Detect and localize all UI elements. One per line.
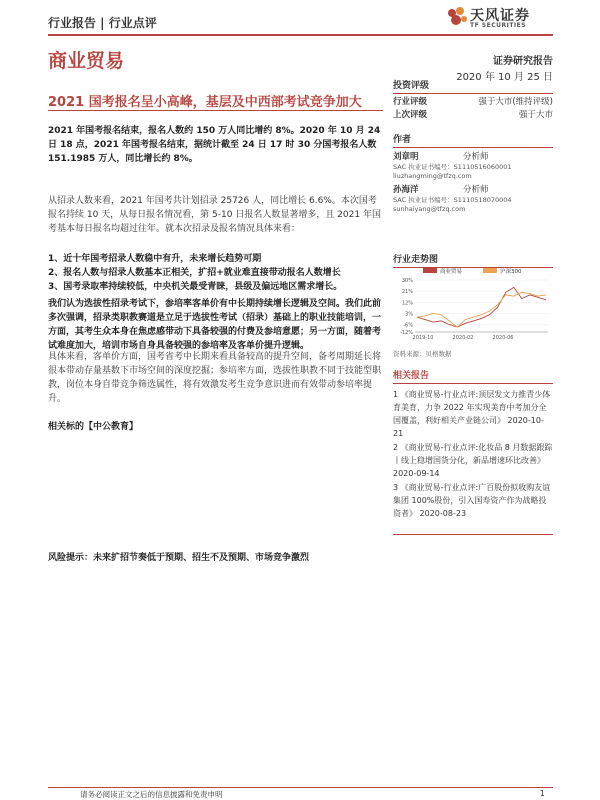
author-block: [393, 185, 553, 214]
legend-swatch: [483, 268, 497, 273]
title-divider: [48, 110, 383, 111]
y-tick-label: 3%: [405, 311, 413, 318]
chart-source: 资料来源：贝格数据: [393, 350, 452, 358]
author-name: 孙海洋: [393, 185, 419, 195]
author-email[interactable]: liuzhangming@tfzq.com: [393, 172, 472, 180]
last-rating-row: [393, 109, 553, 122]
trend-heading: 行业走势图: [393, 255, 439, 265]
y-tick-label: 12%: [401, 300, 413, 307]
view-paragraph: 我们认为选拔性招录考试下，参培率客单价有中长期持续增长逻辑及空间。我们此前多次强调，招录类职教赛道是立足于选拔性考试（招录）基础上的职业技能培训，一方面，其考生众本身在焦虑感带动下具备较强的付费及参培意愿；另一方面，随着考试难度加大，培训市场自身具备较强的参培率及客单价提升逻辑。: [48, 299, 382, 351]
legend-label: 商业贸易: [440, 269, 463, 275]
report-title: 2021 国考报名呈小高峰，基层及中西部考试竞争加大: [48, 95, 362, 110]
report-type: 证券研究报告: [493, 56, 553, 67]
last-rating-value: 强于大市: [518, 110, 553, 120]
author-section: [393, 132, 553, 214]
industry-rating-key: 行业评级: [393, 97, 428, 107]
related-report-item[interactable]: 2 《商业贸易-行业点评:化妆品 8 月数据跟踪丨线上稳增国货分化，新品增速环比改善》 2020-09-14: [393, 443, 553, 478]
related-target: 相关标的【中公教育】: [48, 422, 139, 432]
rating-divider: [393, 93, 553, 94]
key-point: 1、近十年国考招录人数稳中有升，未来增长趋势可期: [48, 254, 262, 264]
industry-name: 商业贸易: [48, 50, 125, 72]
x-tick-label: 2019-10: [412, 335, 434, 341]
legend-swatch: [423, 268, 437, 273]
y-tick-label: -6%: [403, 322, 413, 329]
author-cert: SAC 执业证书编号：S1110516060001: [393, 163, 512, 171]
author-name: 刘章明: [393, 152, 419, 162]
summary-paragraph: 2021 年国考报名结束，报名人数约 150 万人同比增约 8%。2020 年 10 月 24 日 18 点，2021 年国考报名结束，据统计截至 24 日 17 时 30 分国考报名人数 151.1985 万人，同比增长约 8%。: [48, 126, 381, 164]
legend-label: 沪深300: [500, 269, 522, 275]
y-tick-label: 30%: [401, 278, 413, 284]
related-report-item[interactable]: 3 《商业贸易-行业点评:广百股份拟收购友谊集团 100%股份，引入国寿资产作为战略投资者》 2020-08-23: [393, 483, 551, 518]
enrollment-paragraph: 从招录人数来看，2021 年国考共计划招录 25726 人，同比增长 6.6%。本次国考报名持续 10 天，从每日报名情况看，第 5-10 日报名人数显著增多，且 2021 年国考基本每日报名均超过往年。就本次招录及报名情况具体来看：: [48, 196, 381, 234]
y-tick-label: -12%: [400, 330, 413, 336]
author-role: 分析师: [463, 185, 489, 195]
related-heading: 相关报告: [393, 371, 430, 381]
header-divider: [48, 34, 553, 36]
key-point: 3、国考录取率持续较低，中央机关最受青睐，县级及偏远地区需求增长。: [48, 282, 343, 292]
logo-text: 天风证券: [470, 8, 530, 24]
related-report-item[interactable]: 1 《商业贸易-行业点评:顶层发文力推青少体育美育，力争 2022 年实现美育中考加分全国覆盖，利好相关产业链公司》 2020-10-21: [393, 390, 551, 438]
industry-rating-value: 强于大市(维持评级): [478, 97, 553, 107]
y-tick-label: 21%: [401, 289, 413, 296]
author-email[interactable]: sunhaiyang@tfzq.com: [393, 205, 466, 213]
rating-section: [393, 78, 553, 122]
author-role: 分析师: [463, 152, 489, 162]
rating-heading: 投资评级: [393, 81, 430, 91]
report-category: 行业报告 | 行业点评: [48, 16, 157, 30]
author-divider: [393, 147, 553, 148]
detail-paragraph: 具体来看，客单价方面，国考省考中长期来看具备较高的提升空间，备考周期延长将很本带动存量基数下市场空间的深度挖掘；参培率方面，选拔性职教不同于技能型职教，岗位本身自带竞争筛选属性，将有效激发考生竞争意识进而有效带动参培率提升。: [48, 352, 382, 404]
industry-trend-chart: [393, 266, 553, 344]
page-number: 1: [540, 789, 545, 798]
x-tick-label: 2020-06: [492, 335, 514, 341]
footer-divider: [48, 787, 553, 788]
related-end: [393, 532, 553, 535]
report-date: 2020 年 10 月 25 日: [456, 72, 553, 83]
related-reports-section: [393, 368, 553, 521]
last-rating-key: 上次评级: [393, 110, 428, 120]
industry-rating-row: [393, 96, 553, 109]
footer-disclaimer: 请务必阅读正文之后的信息披露和免责申明: [80, 790, 223, 799]
author-block: [393, 152, 553, 181]
risk-warning: 风险提示：未来扩招节奏低于预期、招生不及预期、市场竞争激烈: [48, 553, 310, 563]
logo-text-en: TF SECURITIES: [470, 22, 527, 29]
key-point: 2、报名人数与招录人数基本正相关，扩招+就业难直接带动报名人数增长: [48, 268, 341, 278]
x-tick-label: 2020-02: [452, 335, 474, 341]
sidebar-end-divider: [393, 534, 553, 535]
author-heading: 作者: [393, 135, 412, 145]
related-divider: [393, 383, 553, 384]
key-points: [48, 252, 388, 294]
author-cert: SAC 执业证书编号：S1110518070004: [393, 196, 512, 204]
